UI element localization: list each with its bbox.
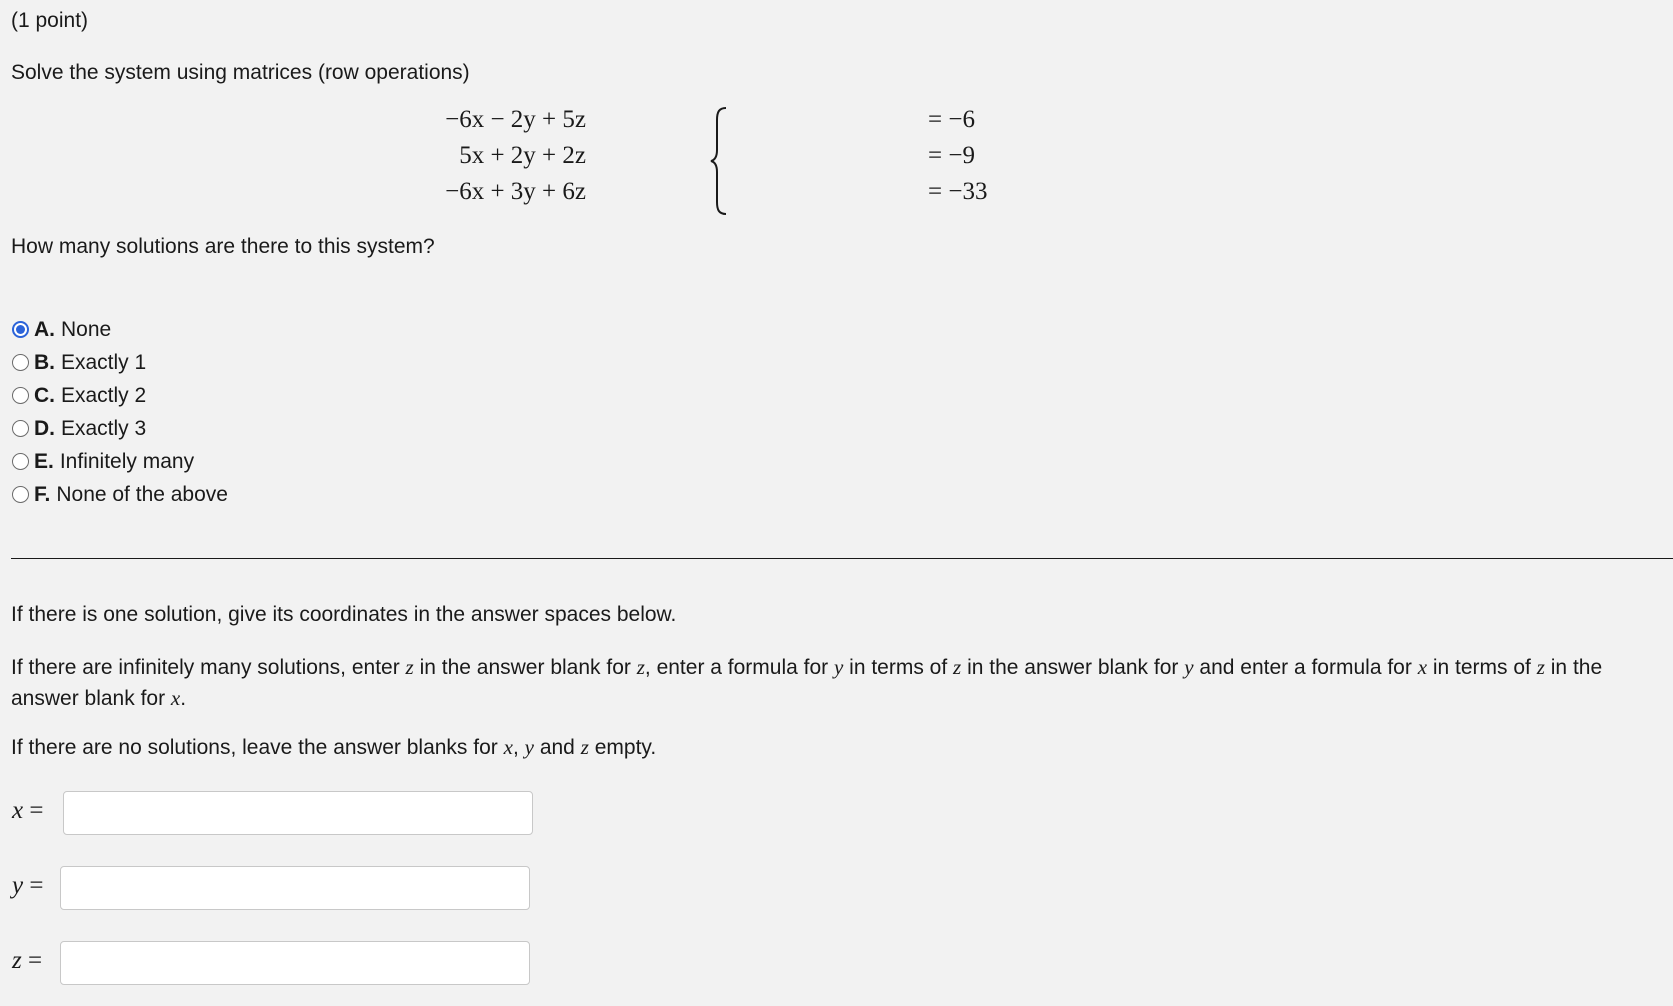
equation-system [445, 102, 1000, 214]
option-letter: B. [34, 350, 55, 374]
instruction-text: , [512, 736, 519, 759]
option-letter: A. [34, 317, 55, 341]
instruction-text: and [539, 736, 575, 759]
option-text: Exactly 3 [61, 416, 147, 440]
instruction-text: in the answer blank for [967, 656, 1179, 679]
instruction-text: If there are no solutions, leave the answer blanks for [11, 736, 498, 759]
instruction-text: . [180, 687, 187, 710]
equation-rhs: = −6 [928, 106, 975, 133]
var-z: z [953, 655, 962, 679]
option-text: Exactly 2 [61, 383, 147, 407]
radio-button[interactable] [12, 387, 29, 404]
var-z: z [405, 655, 414, 679]
question-text: How many solutions are there to this system? [11, 235, 435, 258]
points-label: (1 point) [11, 9, 89, 32]
option-b[interactable] [12, 346, 228, 379]
instruction-no-solutions [11, 735, 656, 760]
equation-rhs: = −9 [928, 142, 975, 169]
option-a[interactable] [12, 313, 228, 346]
x-answer-label [12, 797, 43, 825]
option-letter: D. [34, 416, 55, 440]
left-brace [710, 106, 728, 216]
var-z: z [12, 947, 22, 974]
option-f[interactable] [12, 478, 228, 511]
option-letter: C. [34, 383, 55, 407]
equals-sign: = [27, 947, 43, 974]
option-d[interactable] [12, 412, 228, 445]
var-z: z [580, 735, 589, 759]
option-letter: F. [34, 482, 51, 506]
radio-button[interactable] [12, 420, 29, 437]
answer-options [12, 313, 228, 511]
equation-rhs: = −33 [928, 178, 988, 205]
z-answer-input[interactable] [60, 941, 530, 985]
equation-lhs: 5x + 2y + 2z [459, 142, 586, 169]
var-x: x [1417, 655, 1428, 679]
y-answer-input[interactable] [60, 866, 530, 910]
var-y: y [834, 655, 844, 679]
option-text: None [61, 317, 112, 341]
instruction-text: empty. [594, 736, 657, 759]
option-e[interactable] [12, 445, 228, 478]
instruction-one-solution: If there is one solution, give its coordinates in the answer spaces below. [11, 603, 677, 626]
equals-sign: = [29, 872, 44, 899]
radio-button[interactable] [12, 453, 29, 470]
instruction-text: in the answer blank for [11, 656, 1603, 710]
instruction-text: in the answer blank for [419, 656, 631, 679]
instruction-text: If there are infinitely many solutions, enter [11, 656, 400, 679]
x-answer-input[interactable] [63, 791, 533, 835]
var-z: z [636, 655, 645, 679]
instruction-text: and enter a formula for [1199, 656, 1412, 679]
var-y: y [1184, 655, 1194, 679]
instruction-text: in terms of [1432, 656, 1531, 679]
equals-sign: = [29, 797, 44, 824]
instruction-infinite-solutions [11, 652, 1666, 714]
y-answer-label [12, 872, 43, 900]
option-text: Infinitely many [59, 449, 195, 473]
var-z: z [1536, 655, 1545, 679]
option-c[interactable] [12, 379, 228, 412]
var-x: x [170, 686, 181, 710]
var-y: y [12, 872, 24, 899]
equation-lhs: −6x + 3y + 6z [445, 178, 586, 205]
var-y: y [524, 735, 534, 759]
divider [11, 558, 1673, 559]
var-x: x [12, 797, 24, 824]
instruction-text: , enter a formula for [644, 656, 829, 679]
radio-button-selected[interactable] [12, 321, 29, 338]
z-answer-label [12, 947, 42, 975]
radio-button[interactable] [12, 486, 29, 503]
option-letter: E. [34, 449, 54, 473]
problem-instruction: Solve the system using matrices (row operations) [11, 61, 470, 84]
option-text: None of the above [56, 482, 228, 506]
instruction-text: in terms of [849, 656, 948, 679]
radio-button[interactable] [12, 354, 29, 371]
option-text: Exactly 1 [61, 350, 147, 374]
var-x: x [503, 735, 513, 759]
equation-lhs: −6x − 2y + 5z [445, 106, 586, 133]
